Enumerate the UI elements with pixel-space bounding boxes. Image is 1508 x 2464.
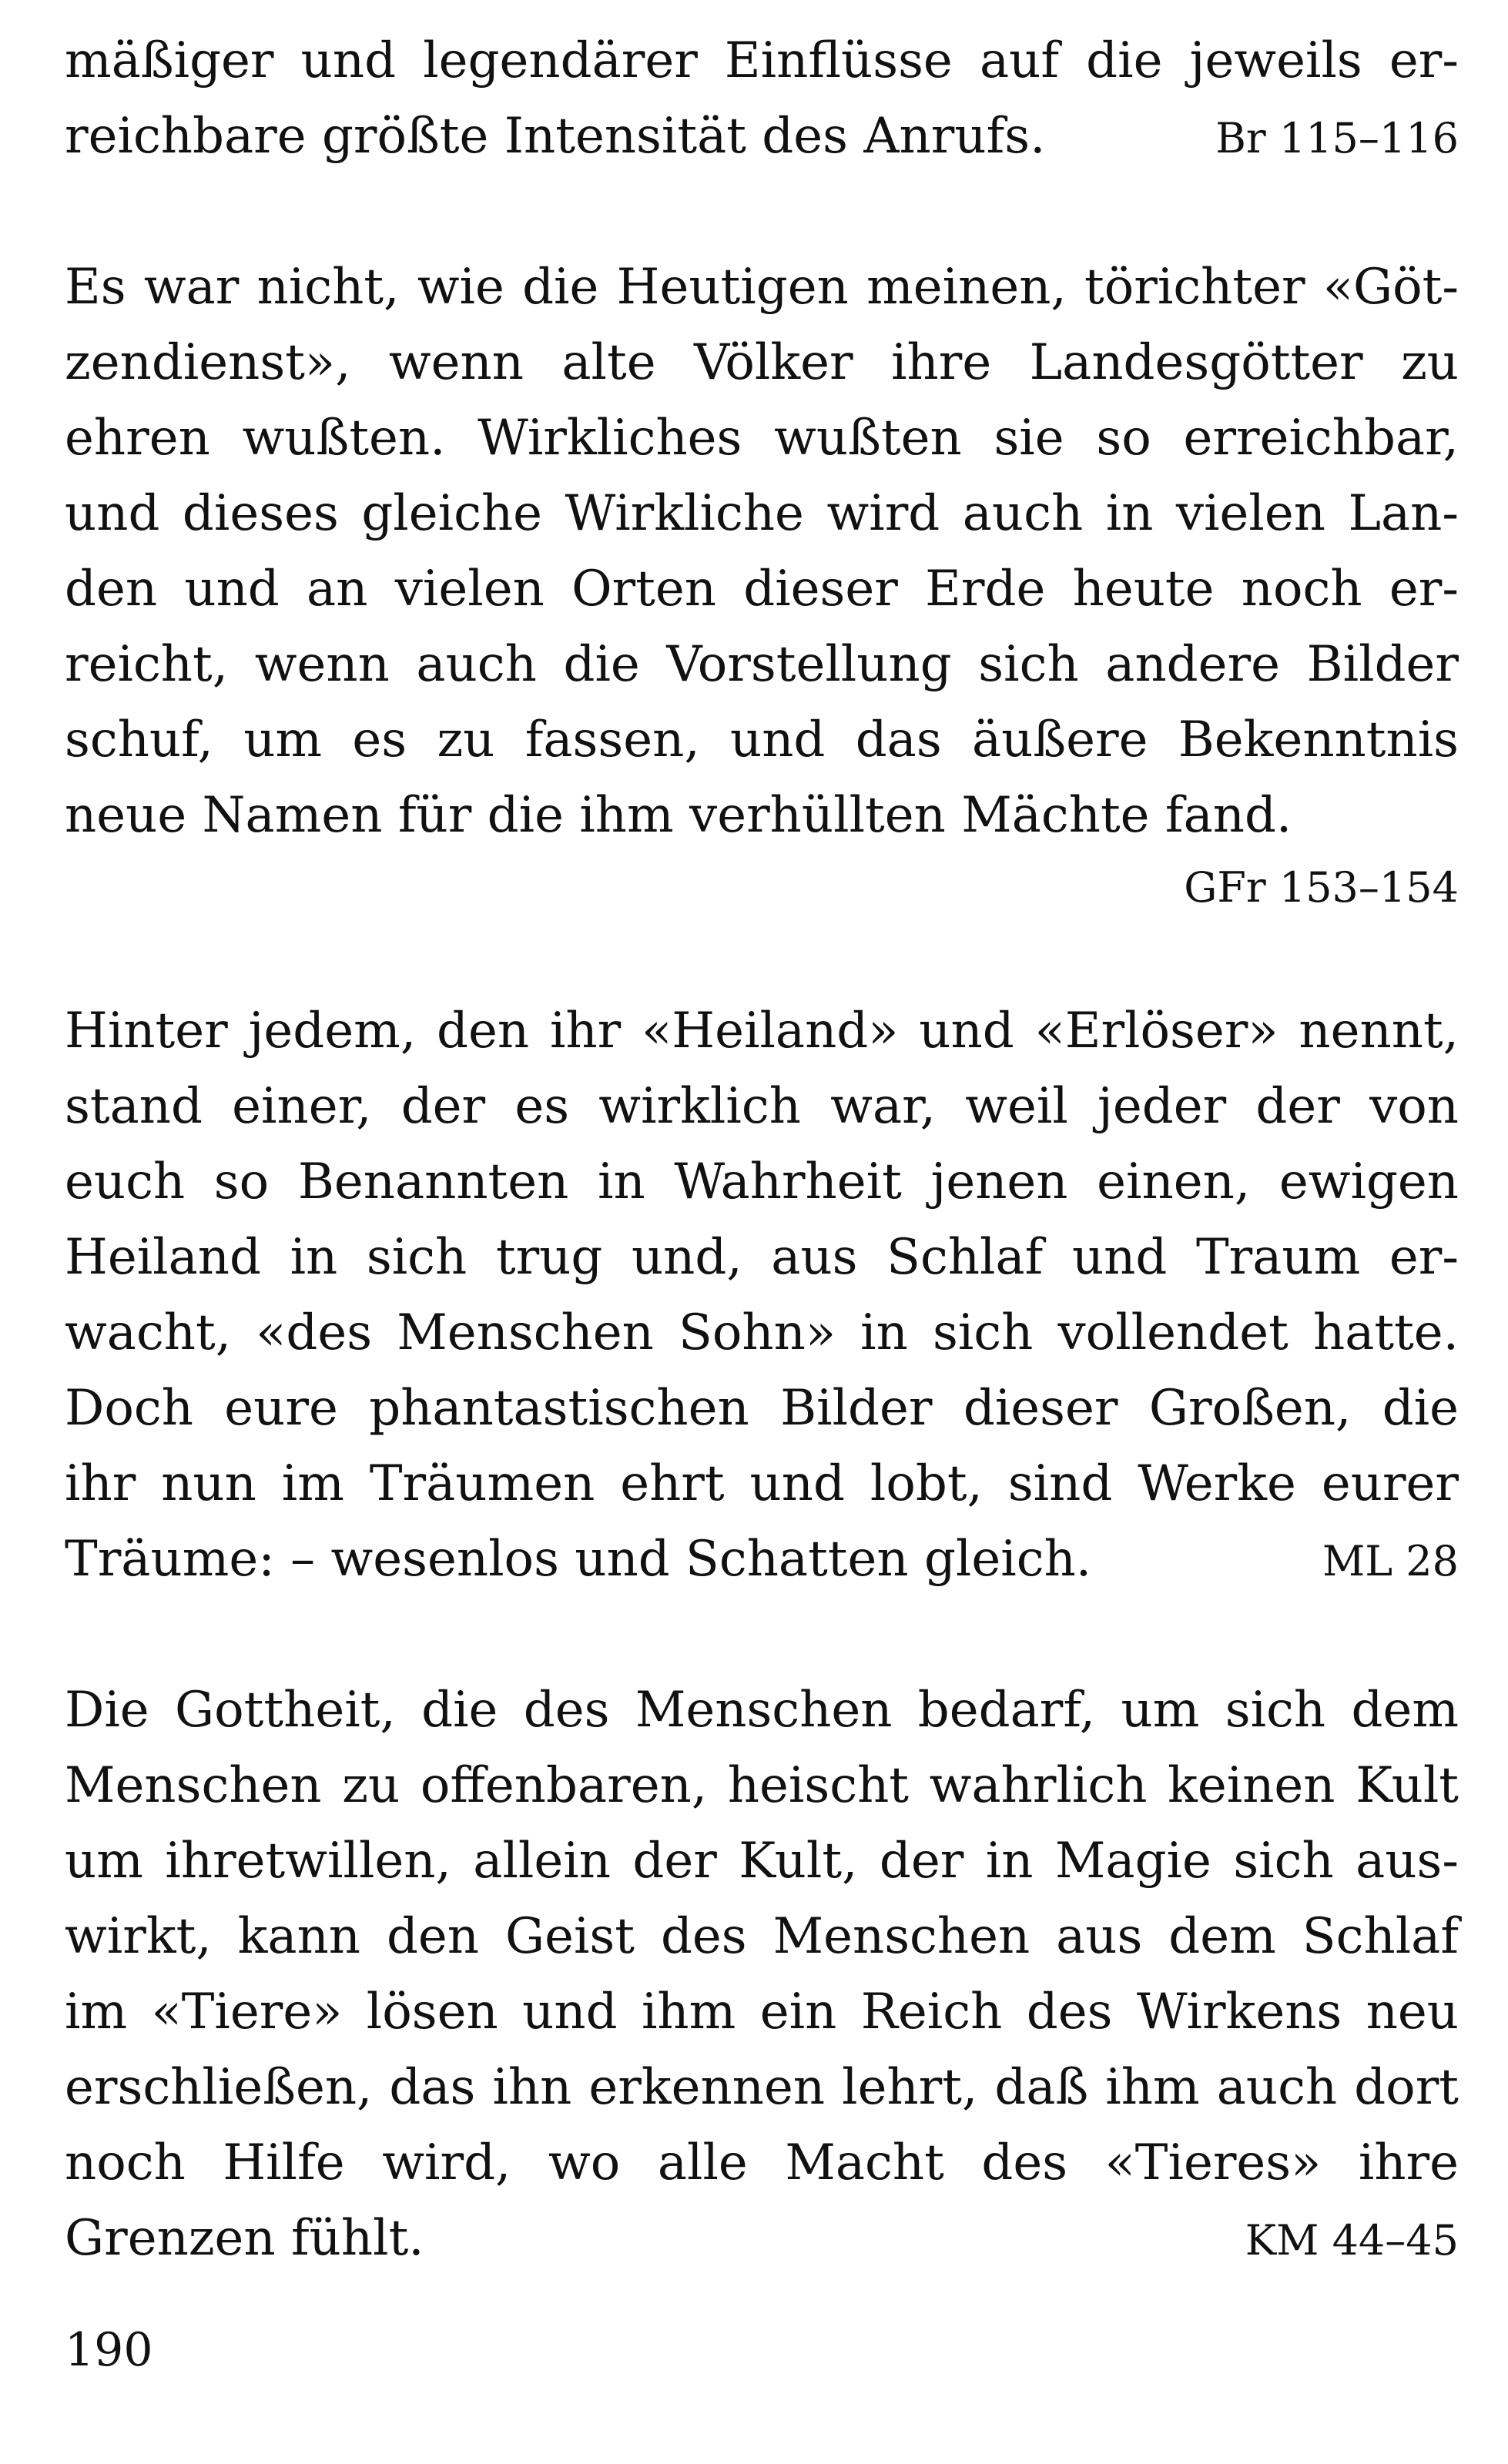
text-line: reichbare größte Intensität des Anrufs. <box>65 108 1046 165</box>
text-line: zendienst», wenn alte Völker ihre Landesgötter zu <box>65 334 1459 391</box>
text-line: Die Gottheit, die des Menschen bedarf, um sich dem <box>65 1682 1459 1739</box>
passage-4 <box>65 1672 1459 2276</box>
text-line: noch Hilfe wird, wo alle Macht des «Tieres» ihre <box>65 2134 1459 2191</box>
text-line: Heiland in sich trug und, aus Schlaf und Traum er- <box>65 1229 1459 1286</box>
text-line-last <box>65 1522 1459 1597</box>
book-page <box>65 23 1459 2441</box>
text-line: Grenzen fühlt. <box>65 2210 424 2267</box>
text-line: wacht, «des Menschen Sohn» in sich vollendet hatte. <box>65 1304 1459 1361</box>
text-line: den und an vielen Orten dieser Erde heute noch er- <box>65 561 1459 618</box>
passage-2 <box>65 249 1459 922</box>
source-reference: Br 115–116 <box>1215 114 1459 162</box>
passage-1 <box>65 23 1459 174</box>
passage-gap <box>65 174 1459 249</box>
text-line: ehren wußten. Wirkliches wußten sie so erreichbar, <box>65 410 1459 467</box>
text-line: im «Tiere» lösen und ihm ein Reich des Wirkens neu <box>65 1984 1459 2040</box>
text-line: euch so Benannten in Wahrheit jenen einen, ewigen <box>65 1153 1459 1210</box>
text-line-last <box>65 2201 1459 2276</box>
text-line: schuf, um es zu fassen, und das äußere Bekenntnis <box>65 711 1459 768</box>
text-line: und dieses gleiche Wirkliche wird auch in vielen Lan- <box>65 485 1459 542</box>
text-line: erschließen, das ihn erkennen lehrt, daß ihm auch dort <box>65 2059 1459 2116</box>
text-line: reicht, wenn auch die Vorstellung sich andere Bilder <box>65 636 1459 693</box>
text-line: Träume: – wesenlos und Schatten gleich. <box>65 1531 1092 1588</box>
text-line: mäßiger und legendärer Einflüsse auf die jeweils er- <box>65 32 1459 89</box>
text-line: Menschen zu offenbaren, heischt wahrlich keinen Kult <box>65 1757 1459 1814</box>
text-line: Doch eure phantastischen Bilder dieser Großen, die <box>65 1380 1459 1437</box>
passage-gap <box>65 1597 1459 1672</box>
source-reference: KM 44–45 <box>1245 2216 1459 2265</box>
passage-3 <box>65 993 1459 1597</box>
source-reference: ML 28 <box>1322 1537 1459 1585</box>
text-line: Es war nicht, wie die Heutigen meinen, törichter «Göt- <box>65 259 1459 316</box>
text-line: stand einer, der es wirklich war, weil jeder der von <box>65 1078 1459 1135</box>
page-number: 190 <box>65 2323 153 2377</box>
text-line: neue Namen für die ihm verhüllten Mächte fand. <box>65 787 1292 844</box>
text-line: um ihretwillen, allein der Kult, der in Magie sich aus- <box>65 1833 1459 1890</box>
text-line: wirkt, kann den Geist des Menschen aus dem Schlaf <box>65 1908 1459 1965</box>
text-line: Hinter jedem, den ihr «Heiland» und «Erlöser» nennt, <box>65 1003 1459 1060</box>
source-reference: GFr 153–154 <box>1184 863 1459 912</box>
text-line: ihr nun im Träumen ehrt und lobt, sind Werke eurer <box>65 1455 1459 1512</box>
passage-gap <box>65 922 1459 993</box>
text-line-last <box>65 99 1459 174</box>
